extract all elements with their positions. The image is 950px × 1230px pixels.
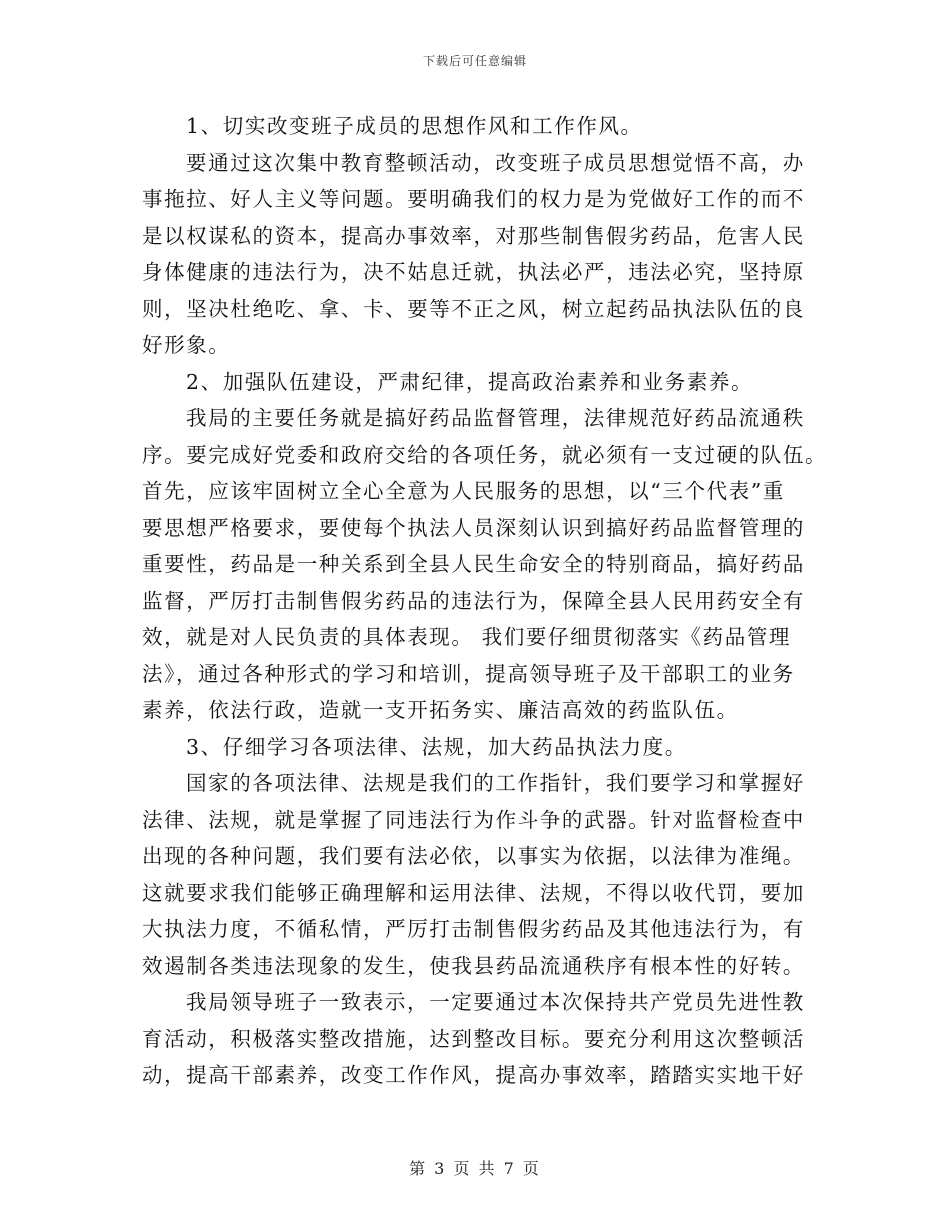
paragraph-line: 监督，严厉打击制售假劣药品的违法行为，保障全县人民用药安全有: [142, 588, 805, 613]
paragraph-line: 好形象。: [142, 333, 231, 357]
document-body: [142, 108, 828, 1094]
paragraph-line: 效，就是对人民负责的具体表现。 我们要仔细贯彻落实《药品管理: [142, 625, 792, 649]
paragraph-line: 大执法力度，不循私情，严厉打击制售假劣药品及其他违法行为，有: [142, 917, 805, 941]
paragraph-line: 则，坚决杜绝吃、拿、卡、要等不正之风，树立起药品执法队伍的良: [142, 296, 805, 321]
paragraph-line: 是以权谋私的资本，提高办事效率，对那些制售假劣药品，危害人民: [142, 223, 805, 248]
paragraph-line: 重要性，药品是一种关系到全县人民生命安全的特别商品，搞好药品: [142, 552, 805, 576]
paragraph-line: 要思想严格要求，要使每个执法人员深刻认识到搞好药品监督管理的: [142, 515, 805, 540]
paragraph-line: 出现的各种问题，我们要有法必依，以事实为依据，以法律为准绳。: [142, 844, 805, 868]
paragraph-line: 育活动，积极落实整改措施，达到整改目标。要充分利用这次整顿活: [142, 1026, 805, 1051]
page-footer: 第 3 页 共 7 页: [409, 1159, 541, 1178]
paragraph-line: 事拖拉、好人主义等问题。要明确我们的权力是为党做好工作的而不: [142, 187, 805, 211]
page-header: 下载后可任意编辑: [422, 54, 527, 68]
paragraph-line: 动，提高干部素养，改变工作作风，提高办事效率，踏踏实实地干好: [142, 1063, 805, 1087]
paragraph-line: 要通过这次集中教育整顿活动，改变班子成员思想觉悟不高，办: [186, 150, 805, 175]
paragraph-line: 这就要求我们能够正确理解和运用法律、法规，不得以收代罚，要加: [142, 880, 805, 905]
paragraph-line: 国家的各项法律、法规是我们的工作指针，我们要学习和掌握好: [186, 771, 805, 795]
paragraph-line: 我局领导班子一致表示，一定要通过本次保持共产党员先进性教: [186, 990, 805, 1014]
paragraph-line: 效遏制各类违法现象的发生，使我县药品流通秩序有根本性的好转。: [142, 953, 805, 978]
paragraph-line: 法律、法规，就是掌握了同违法行为作斗争的武器。针对监督检查中: [142, 807, 805, 832]
paragraph-line: 序。要完成好党委和政府交给的各项任务，就必须有一支过硬的队伍。: [142, 442, 828, 467]
paragraph-line: 首先，应该牢固树立全心全意为人民服务的思想，以“三个代表”重: [142, 479, 785, 503]
paragraph-line: 素养，依法行政，造就一支开拓务实、廉洁高效的药监队伍。: [142, 698, 739, 722]
paragraph-line: 我局的主要任务就是搞好药品监督管理，法律规范好药品流通秩: [186, 406, 805, 430]
section-heading: 3、仔细学习各项法律、法规，加大药品执法力度。: [186, 734, 687, 759]
paragraph-line: 身体健康的违法行为，决不姑息迁就，执法必严，违法必究，坚持原: [142, 260, 805, 284]
section-heading: 1、切实改变班子成员的思想作风和工作作风。: [186, 114, 643, 138]
section-heading: 2、加强队伍建设，严肃纪律，提高政治素养和业务素养。: [186, 369, 754, 394]
paragraph-line: 法》，通过各种形式的学习和培训，提高领导班子及干部职工的业务: [142, 661, 795, 686]
